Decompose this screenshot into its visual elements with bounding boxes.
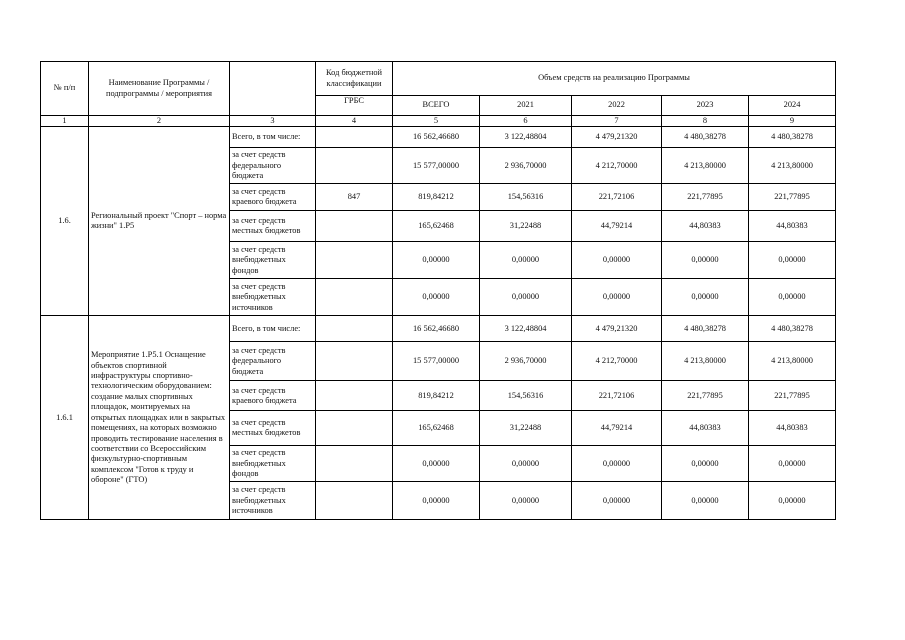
- value-total: 165,62468: [393, 411, 480, 446]
- value-2023: 44,80383: [662, 211, 749, 242]
- funding-source: за счет средств местных бюджетов: [230, 211, 316, 242]
- value-2022: 4 479,21320: [572, 316, 662, 342]
- header-year-2021: 2021: [480, 96, 572, 116]
- column-index: 4: [316, 116, 393, 127]
- header-total: ВСЕГО: [393, 96, 480, 116]
- value-total: 165,62468: [393, 211, 480, 242]
- value-2022: 0,00000: [572, 279, 662, 316]
- value-2022: 0,00000: [572, 446, 662, 482]
- value-total: 0,00000: [393, 482, 480, 520]
- table-row: [41, 127, 836, 148]
- value-2022: 221,72106: [572, 184, 662, 211]
- funding-source: за счет средств внебюджетных фондов: [230, 242, 316, 279]
- column-index: 3: [230, 116, 316, 127]
- value-2023: 4 213,80000: [662, 148, 749, 184]
- item-name: Мероприятие 1.Р5.1 Оснащение объектов спортивной инфраструктуры спортивно-технологическим оборудованием: создание малых спортивных площадок, монтируемых на открытых площадках или в закрытых помещениях, на которых возможно проводить тестирование населения в соответствии со Всероссийским физкультурно-спортивным комплексом "Готов к труду и обороне" (ГТО): [89, 316, 230, 520]
- value-2024: 44,80383: [749, 211, 836, 242]
- value-total: 0,00000: [393, 242, 480, 279]
- column-index: 6: [480, 116, 572, 127]
- grbs-code: [316, 342, 393, 381]
- header-budget-code: Код бюджетной классификации: [316, 62, 393, 96]
- funding-source: Всего, в том числе:: [230, 316, 316, 342]
- value-total: 819,84212: [393, 381, 480, 411]
- value-2022: 4 479,21320: [572, 127, 662, 148]
- value-2024: 4 213,80000: [749, 342, 836, 381]
- item-number: 1.6.1: [41, 316, 89, 520]
- value-2021: 2 936,70000: [480, 148, 572, 184]
- value-2024: 0,00000: [749, 482, 836, 520]
- table-row: [41, 316, 836, 342]
- funding-source: за счет средств краевого бюджета: [230, 184, 316, 211]
- value-2022: 44,79214: [572, 211, 662, 242]
- header-row: [41, 62, 836, 96]
- value-2023: 4 480,38278: [662, 316, 749, 342]
- value-2023: 4 213,80000: [662, 342, 749, 381]
- header-year-2022: 2022: [572, 96, 662, 116]
- grbs-code: [316, 148, 393, 184]
- grbs-code: [316, 242, 393, 279]
- grbs-code: [316, 381, 393, 411]
- funding-source: за счет средств внебюджетных источников: [230, 482, 316, 520]
- value-2023: 0,00000: [662, 279, 749, 316]
- grbs-code: [316, 446, 393, 482]
- value-total: 0,00000: [393, 446, 480, 482]
- value-total: 0,00000: [393, 279, 480, 316]
- column-index-row: [41, 116, 836, 127]
- value-2022: 221,72106: [572, 381, 662, 411]
- value-2023: 0,00000: [662, 446, 749, 482]
- item-number: 1.6.: [41, 127, 89, 316]
- value-2022: 4 212,70000: [572, 342, 662, 381]
- funding-source: за счет средств местных бюджетов: [230, 411, 316, 446]
- funding-source: за счет средств федерального бюджета: [230, 148, 316, 184]
- value-2024: 221,77895: [749, 184, 836, 211]
- value-2024: 4 213,80000: [749, 148, 836, 184]
- value-2024: 0,00000: [749, 279, 836, 316]
- funding-source: за счет средств внебюджетных источников: [230, 279, 316, 316]
- value-2021: 0,00000: [480, 482, 572, 520]
- column-index: 1: [41, 116, 89, 127]
- item-name: Региональный проект "Спорт – норма жизни" 1.Р5: [89, 127, 230, 316]
- value-2022: 44,79214: [572, 411, 662, 446]
- value-2023: 44,80383: [662, 411, 749, 446]
- value-total: 15 577,00000: [393, 148, 480, 184]
- value-2021: 3 122,48804: [480, 316, 572, 342]
- grbs-code: [316, 316, 393, 342]
- value-total: 15 577,00000: [393, 342, 480, 381]
- value-total: 16 562,46680: [393, 127, 480, 148]
- column-index: 9: [749, 116, 836, 127]
- value-2021: 2 936,70000: [480, 342, 572, 381]
- value-total: 16 562,46680: [393, 316, 480, 342]
- value-2021: 31,22488: [480, 411, 572, 446]
- value-2023: 4 480,38278: [662, 127, 749, 148]
- value-2021: 154,56316: [480, 184, 572, 211]
- header-grbs: ГРБС: [316, 96, 393, 116]
- header-empty: [230, 62, 316, 116]
- value-2021: 0,00000: [480, 242, 572, 279]
- value-2023: 221,77895: [662, 184, 749, 211]
- value-2023: 221,77895: [662, 381, 749, 411]
- funding-source: Всего, в том числе:: [230, 127, 316, 148]
- value-2022: 0,00000: [572, 482, 662, 520]
- header-year-2023: 2023: [662, 96, 749, 116]
- value-2022: 4 212,70000: [572, 148, 662, 184]
- grbs-code: 847: [316, 184, 393, 211]
- value-2023: 0,00000: [662, 242, 749, 279]
- value-2021: 3 122,48804: [480, 127, 572, 148]
- grbs-code: [316, 411, 393, 446]
- value-2021: 154,56316: [480, 381, 572, 411]
- grbs-code: [316, 279, 393, 316]
- funding-source: за счет средств внебюджетных фондов: [230, 446, 316, 482]
- header-funding-volume: Объем средств на реализацию Программы: [393, 62, 836, 96]
- value-2024: 4 480,38278: [749, 127, 836, 148]
- value-2021: 31,22488: [480, 211, 572, 242]
- grbs-code: [316, 482, 393, 520]
- value-2024: 44,80383: [749, 411, 836, 446]
- table-body: [41, 62, 836, 520]
- column-index: 8: [662, 116, 749, 127]
- column-index: 7: [572, 116, 662, 127]
- value-2024: 4 480,38278: [749, 316, 836, 342]
- column-index: 5: [393, 116, 480, 127]
- value-2024: 221,77895: [749, 381, 836, 411]
- funding-source: за счет средств федерального бюджета: [230, 342, 316, 381]
- header-year-2024: 2024: [749, 96, 836, 116]
- program-funding-table: [40, 61, 836, 520]
- value-total: 819,84212: [393, 184, 480, 211]
- grbs-code: [316, 127, 393, 148]
- header-num: № п/п: [41, 62, 89, 116]
- grbs-code: [316, 211, 393, 242]
- header-name: Наименование Программы / подпрограммы / мероприятия: [89, 62, 230, 116]
- value-2021: 0,00000: [480, 446, 572, 482]
- column-index: 2: [89, 116, 230, 127]
- value-2024: 0,00000: [749, 242, 836, 279]
- value-2024: 0,00000: [749, 446, 836, 482]
- funding-source: за счет средств краевого бюджета: [230, 381, 316, 411]
- value-2021: 0,00000: [480, 279, 572, 316]
- value-2022: 0,00000: [572, 242, 662, 279]
- value-2023: 0,00000: [662, 482, 749, 520]
